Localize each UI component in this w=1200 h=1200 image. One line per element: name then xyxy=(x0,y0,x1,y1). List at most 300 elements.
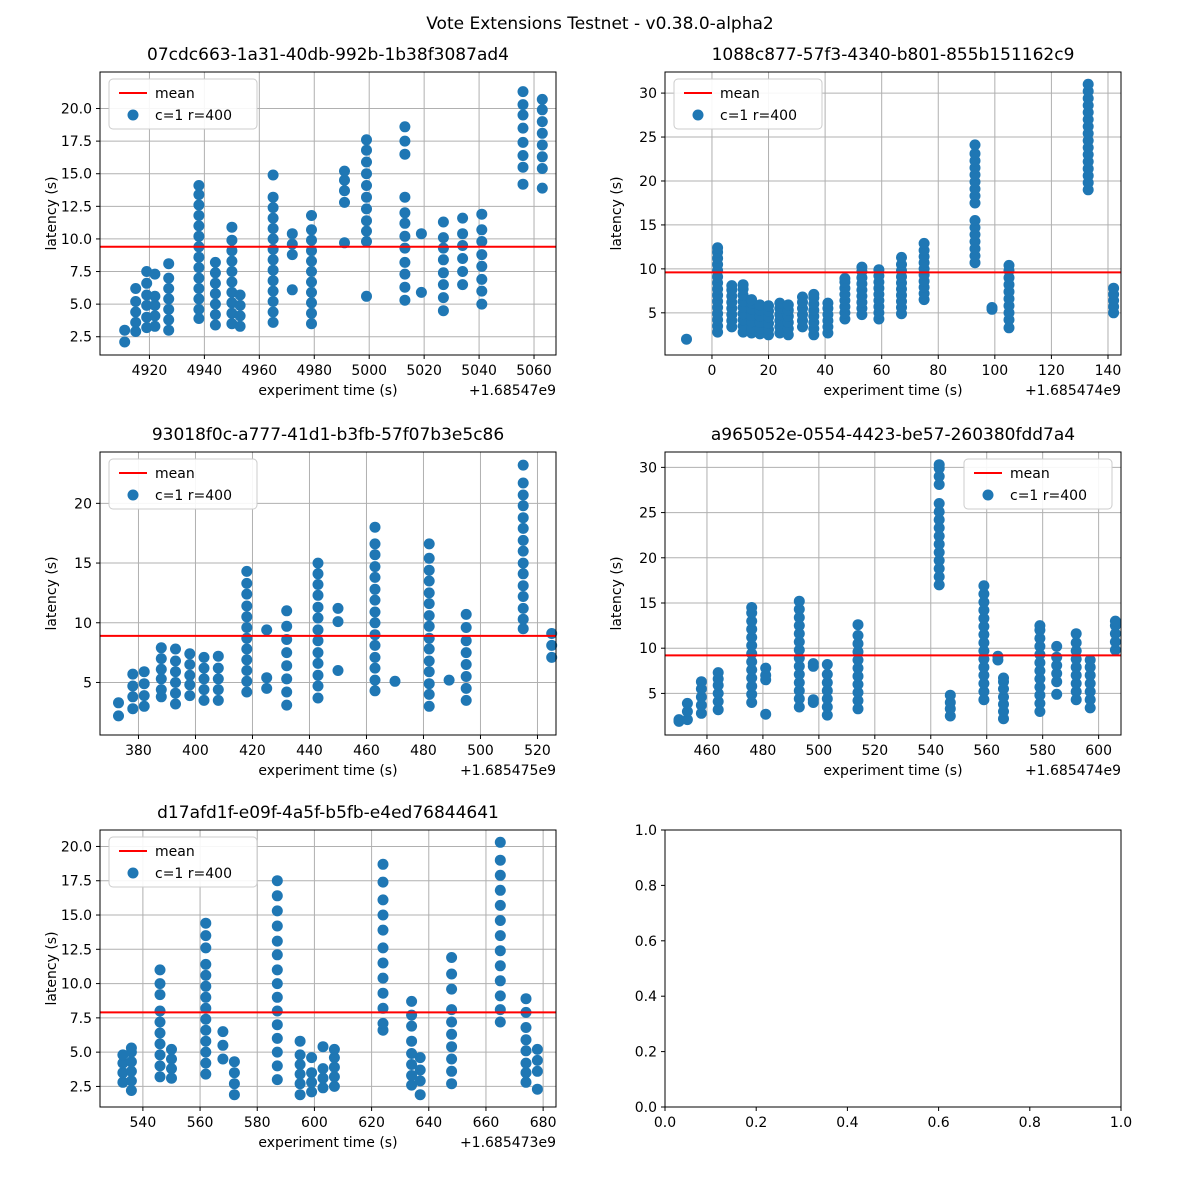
scatter-point xyxy=(313,658,324,669)
scatter-point xyxy=(726,280,737,291)
scatter-point xyxy=(399,269,410,280)
scatter-point xyxy=(399,257,410,268)
scatter-point xyxy=(163,325,174,336)
scatter-point xyxy=(155,1049,166,1060)
scatter-point xyxy=(268,202,279,213)
scatter-point xyxy=(166,1073,177,1084)
scatter-point xyxy=(261,624,272,635)
x-tick-label: 0.4 xyxy=(836,1115,859,1131)
scatter-point xyxy=(329,1062,340,1073)
x-axis-label: experiment time (s) xyxy=(823,383,963,399)
scatter-point xyxy=(295,1036,306,1047)
scatter-point xyxy=(495,915,506,926)
y-tick-label: 15 xyxy=(639,217,657,234)
scatter-point xyxy=(438,292,449,303)
subplot-title: 1088c877-57f3-4340-b801-855b151162c9 xyxy=(711,45,1075,65)
scatter-point xyxy=(1051,652,1062,663)
subplot-title: d17afd1f-e09f-4a5f-b5fb-e4ed76844641 xyxy=(157,803,499,823)
scatter-point xyxy=(370,675,381,686)
scatter-point xyxy=(476,261,487,272)
scatter-point xyxy=(518,614,529,625)
scatter-point xyxy=(126,1066,137,1077)
x-tick-label: 420 xyxy=(239,743,266,759)
scatter-point xyxy=(268,192,279,203)
y-tick-label: 5.0 xyxy=(69,1045,92,1062)
scatter-point xyxy=(155,1028,166,1039)
x-tick-label: 540 xyxy=(917,743,945,759)
scatter-point xyxy=(424,587,435,598)
scatter-point xyxy=(438,254,449,265)
x-tick-label: 620 xyxy=(358,1115,385,1131)
x-tick-label: 600 xyxy=(1085,743,1112,759)
scatter-point xyxy=(241,654,252,665)
scatter-point xyxy=(130,296,141,307)
scatter-point xyxy=(149,291,160,302)
scatter-point xyxy=(272,890,283,901)
scatter-point xyxy=(970,139,981,150)
scatter-point xyxy=(235,321,246,332)
scatter-point xyxy=(241,644,252,655)
scatter-point xyxy=(518,623,529,634)
legend xyxy=(674,79,822,129)
scatter-point xyxy=(682,698,693,709)
legend-series-sample xyxy=(693,110,704,121)
scatter-point xyxy=(272,1019,283,1030)
y-axis-label: latency (s) xyxy=(609,556,625,631)
scatter-point xyxy=(457,279,468,290)
scatter-point xyxy=(268,275,279,286)
x-tick-label: 5020 xyxy=(406,363,442,379)
scatter-point xyxy=(378,910,389,921)
scatter-point xyxy=(272,1006,283,1017)
scatter-point xyxy=(156,642,167,653)
scatter-point xyxy=(532,1084,543,1095)
x-tick-label: 480 xyxy=(749,743,777,759)
scatter-point xyxy=(495,837,506,848)
x-tick-label: 440 xyxy=(296,743,323,759)
y-tick-label: 0.8 xyxy=(634,878,657,895)
scatter-point xyxy=(193,231,204,242)
scatter-point xyxy=(287,239,298,250)
scatter-point xyxy=(200,942,211,953)
scatter-point xyxy=(339,197,350,208)
scatter-point xyxy=(537,183,548,194)
y-tick-label: 15.0 xyxy=(60,166,92,183)
scatter-point xyxy=(200,970,211,981)
y-tick-label: 10 xyxy=(639,261,657,278)
scatter-point xyxy=(281,621,292,632)
scatter-point xyxy=(444,675,455,686)
scatter-point xyxy=(313,590,324,601)
scatter-point xyxy=(399,136,410,147)
scatter-point xyxy=(457,228,468,239)
y-tick-label: 12.5 xyxy=(60,199,92,216)
scatter-point xyxy=(839,273,850,284)
scatter-point xyxy=(808,658,819,669)
scatter-point xyxy=(370,607,381,618)
scatter-point xyxy=(416,228,427,239)
x-tick-label: 5040 xyxy=(461,363,497,379)
scatter-point xyxy=(163,304,174,315)
x-offset-text: +1.68547e9 xyxy=(468,383,556,399)
x-tick-label: 80 xyxy=(929,363,948,379)
scatter-point xyxy=(461,647,472,658)
scatter-point xyxy=(370,617,381,628)
scatter-point xyxy=(199,684,210,695)
y-tick-label: 5 xyxy=(648,686,657,703)
scatter-point xyxy=(241,611,252,622)
scatter-point xyxy=(226,235,237,246)
scatter-point xyxy=(399,295,410,306)
scatter-point xyxy=(406,1036,417,1047)
scatter-point xyxy=(370,572,381,583)
scatter-point xyxy=(241,665,252,676)
scatter-point xyxy=(127,703,138,714)
scatter-point xyxy=(241,633,252,644)
scatter-point xyxy=(126,1056,137,1067)
legend-series-label: c=1 r=400 xyxy=(1010,488,1087,504)
scatter-point xyxy=(241,589,252,600)
scatter-point xyxy=(446,1066,457,1077)
scatter-point xyxy=(978,580,989,591)
scatter-point xyxy=(521,1045,532,1056)
x-tick-label: 4920 xyxy=(131,363,168,379)
scatter-point xyxy=(272,936,283,947)
y-tick-label: 25 xyxy=(639,130,657,147)
legend-series-label: c=1 r=400 xyxy=(720,108,797,124)
scatter-point xyxy=(521,1034,532,1045)
scatter-point xyxy=(155,1071,166,1082)
scatter-point xyxy=(184,648,195,659)
subplot-title: 93018f0c-a777-41d1-b3fb-57f07b3e5c86 xyxy=(151,425,505,445)
scatter-point xyxy=(361,192,372,203)
scatter-point xyxy=(361,236,372,247)
scatter-point xyxy=(370,629,381,640)
x-tick-label: 60 xyxy=(872,363,891,379)
scatter-point xyxy=(163,258,174,269)
x-tick-label: 660 xyxy=(472,1115,500,1131)
scatter-point xyxy=(210,257,221,268)
scatter-point xyxy=(213,695,224,706)
scatter-point xyxy=(229,1056,240,1067)
y-axis-label: latency (s) xyxy=(609,176,625,251)
scatter-point xyxy=(313,693,324,704)
scatter-point xyxy=(457,240,468,251)
scatter-point xyxy=(370,595,381,606)
subplot-title: 07cdc663-1a31-40db-992b-1b38f3087ad4 xyxy=(147,45,509,65)
scatter-point xyxy=(476,224,487,235)
figure-title: Vote Extensions Testnet - v0.38.0-alpha2 xyxy=(426,14,774,34)
scatter-point xyxy=(163,293,174,304)
scatter-point xyxy=(521,1022,532,1033)
scatter-point xyxy=(424,633,435,644)
scatter-point xyxy=(268,244,279,255)
y-tick-label: 30 xyxy=(639,86,657,103)
scatter-point xyxy=(306,1086,317,1097)
scatter-point xyxy=(184,670,195,681)
scatter-point xyxy=(306,256,317,267)
y-axis-label: latency (s) xyxy=(44,931,60,1006)
x-tick-label: 5000 xyxy=(351,363,388,379)
legend-series-sample xyxy=(983,490,994,501)
scatter-point xyxy=(229,1067,240,1078)
scatter-point xyxy=(446,969,457,980)
scatter-point xyxy=(170,666,181,677)
scatter-point xyxy=(306,1052,317,1063)
scatter-point xyxy=(313,647,324,658)
scatter-point xyxy=(149,269,160,280)
scatter-point xyxy=(329,1081,340,1092)
scatter-point xyxy=(438,232,449,243)
y-tick-label: 7.5 xyxy=(69,264,92,281)
legend-series-sample xyxy=(128,110,139,121)
scatter-point xyxy=(155,1006,166,1017)
scatter-point xyxy=(295,1078,306,1089)
scatter-point xyxy=(934,498,945,509)
scatter-point xyxy=(518,150,529,161)
scatter-point xyxy=(378,973,389,984)
scatter-point xyxy=(217,1040,228,1051)
scatter-point xyxy=(268,233,279,244)
scatter-point xyxy=(370,663,381,674)
subplot-a965052e xyxy=(605,422,1170,782)
scatter-point xyxy=(361,134,372,145)
scatter-point xyxy=(306,297,317,308)
scatter-point xyxy=(268,307,279,318)
scatter-point xyxy=(229,1089,240,1100)
scatter-point xyxy=(149,310,160,321)
scatter-point xyxy=(272,978,283,989)
scatter-point xyxy=(446,1041,457,1052)
scatter-point xyxy=(518,99,529,110)
scatter-point xyxy=(170,688,181,699)
x-offset-text: +1.685474e9 xyxy=(1024,763,1121,779)
x-tick-label: 380 xyxy=(125,743,152,759)
scatter-point xyxy=(495,945,506,956)
scatter-point xyxy=(213,663,224,674)
scatter-point xyxy=(235,300,246,311)
x-axis-label: experiment time (s) xyxy=(258,383,398,399)
scatter-point xyxy=(399,149,410,160)
scatter-point xyxy=(853,630,864,641)
scatter-point xyxy=(521,1077,532,1088)
scatter-point xyxy=(461,622,472,633)
scatter-point xyxy=(495,960,506,971)
scatter-point xyxy=(306,224,317,235)
scatter-point xyxy=(295,1049,306,1060)
scatter-point xyxy=(313,681,324,692)
scatter-point xyxy=(126,1043,137,1054)
scatter-point xyxy=(193,180,204,191)
scatter-point xyxy=(361,168,372,179)
scatter-point xyxy=(532,1044,543,1055)
scatter-point xyxy=(370,538,381,549)
scatter-point xyxy=(378,859,389,870)
scatter-point xyxy=(213,673,224,684)
scatter-point xyxy=(200,1036,211,1047)
scatter-point xyxy=(537,116,548,127)
scatter-point xyxy=(378,942,389,953)
x-tick-label: 4960 xyxy=(241,363,278,379)
scatter-point xyxy=(378,988,389,999)
x-tick-label: 560 xyxy=(186,1115,214,1131)
scatter-point xyxy=(424,644,435,655)
scatter-point xyxy=(155,1017,166,1028)
scatter-point xyxy=(306,266,317,277)
scatter-point xyxy=(306,1067,317,1078)
subplot-d17afd1f xyxy=(40,800,605,1160)
x-tick-label: 0.8 xyxy=(1018,1115,1041,1131)
scatter-point xyxy=(457,266,468,277)
scatter-point xyxy=(295,1069,306,1080)
scatter-point xyxy=(495,975,506,986)
scatter-point xyxy=(681,334,692,345)
x-tick-label: 4940 xyxy=(186,363,223,379)
x-axis-label: experiment time (s) xyxy=(258,1135,398,1151)
subplot-canvas xyxy=(40,422,605,782)
y-tick-label: 0.0 xyxy=(634,1100,657,1116)
scatter-point xyxy=(518,523,529,534)
scatter-point xyxy=(163,314,174,325)
scatter-point xyxy=(333,665,344,676)
scatter-point xyxy=(193,283,204,294)
legend-series-sample xyxy=(128,490,139,501)
scatter-point xyxy=(313,624,324,635)
scatter-point xyxy=(822,659,833,670)
scatter-point xyxy=(127,691,138,702)
scatter-point xyxy=(987,302,998,313)
scatter-point xyxy=(424,610,435,621)
legend xyxy=(109,459,257,509)
scatter-point xyxy=(306,1077,317,1088)
scatter-point xyxy=(495,885,506,896)
scatter-point xyxy=(339,166,350,177)
scatter-point xyxy=(333,616,344,627)
scatter-point xyxy=(406,1010,417,1021)
x-tick-label: 520 xyxy=(861,743,889,759)
scatter-point xyxy=(268,170,279,181)
scatter-point xyxy=(339,185,350,196)
scatter-point xyxy=(537,104,548,115)
scatter-point xyxy=(518,137,529,148)
y-tick-label: 20.0 xyxy=(60,101,92,118)
scatter-point xyxy=(184,679,195,690)
scatter-point xyxy=(537,140,548,151)
scatter-point xyxy=(155,964,166,975)
y-tick-label: 0.4 xyxy=(634,989,657,1006)
scatter-point xyxy=(746,602,757,613)
scatter-point xyxy=(170,644,181,655)
scatter-point xyxy=(537,163,548,174)
scatter-point xyxy=(476,299,487,310)
scatter-point xyxy=(281,673,292,684)
x-tick-label: 580 xyxy=(1029,743,1057,759)
y-tick-label: 2.5 xyxy=(69,1079,92,1096)
scatter-point xyxy=(873,264,884,275)
scatter-point xyxy=(200,1069,211,1080)
scatter-point xyxy=(696,676,707,687)
scatter-point xyxy=(495,930,506,941)
y-tick-label: 20 xyxy=(639,550,657,567)
scatter-point xyxy=(268,223,279,234)
scatter-point xyxy=(370,549,381,560)
scatter-point xyxy=(518,580,529,591)
scatter-point xyxy=(399,218,410,229)
scatter-point xyxy=(226,256,237,267)
scatter-point xyxy=(200,1047,211,1058)
scatter-point xyxy=(268,265,279,276)
scatter-point xyxy=(424,656,435,667)
scatter-point xyxy=(446,1054,457,1065)
scatter-point xyxy=(130,317,141,328)
scatter-point xyxy=(287,249,298,260)
x-tick-label: 600 xyxy=(301,1115,328,1131)
scatter-point xyxy=(226,266,237,277)
scatter-point xyxy=(193,304,204,315)
y-tick-label: 17.5 xyxy=(60,134,92,151)
y-tick-label: 15 xyxy=(639,595,657,612)
scatter-point xyxy=(370,685,381,696)
x-tick-label: 480 xyxy=(410,743,437,759)
scatter-point xyxy=(268,213,279,224)
scatter-point xyxy=(518,535,529,546)
scatter-point xyxy=(295,1089,306,1100)
scatter-point xyxy=(200,930,211,941)
x-tick-label: 5060 xyxy=(516,363,552,379)
scatter-point xyxy=(415,1089,426,1100)
scatter-point xyxy=(193,210,204,221)
scatter-point xyxy=(945,690,956,701)
scatter-point xyxy=(235,290,246,301)
scatter-point xyxy=(378,1018,389,1029)
scatter-point xyxy=(318,1041,329,1052)
x-tick-label: 4980 xyxy=(296,363,333,379)
scatter-point xyxy=(461,683,472,694)
scatter-point xyxy=(518,110,529,121)
scatter-point xyxy=(287,284,298,295)
y-tick-label: 0.2 xyxy=(634,1044,657,1061)
scatter-point xyxy=(424,678,435,689)
scatter-point xyxy=(361,145,372,156)
scatter-point xyxy=(415,1075,426,1086)
scatter-point xyxy=(193,262,204,273)
scatter-point xyxy=(518,591,529,602)
x-tick-label: 520 xyxy=(524,743,551,759)
x-tick-label: 120 xyxy=(1038,363,1065,379)
x-tick-label: 460 xyxy=(353,743,380,759)
scatter-point xyxy=(281,647,292,658)
scatter-point xyxy=(217,1054,228,1065)
scatter-point xyxy=(193,273,204,284)
scatter-point xyxy=(378,894,389,905)
scatter-point xyxy=(476,209,487,220)
x-tick-label: 40 xyxy=(816,363,835,379)
subplot-07cdc663 xyxy=(40,42,605,402)
scatter-point xyxy=(1034,620,1045,631)
scatter-point xyxy=(163,273,174,284)
scatter-point xyxy=(1071,628,1082,639)
subplot-empty xyxy=(605,800,1170,1160)
legend-series-sample xyxy=(128,868,139,879)
x-tick-label: 100 xyxy=(981,363,1009,379)
scatter-point xyxy=(313,558,324,569)
scatter-point xyxy=(424,553,435,564)
scatter-point xyxy=(333,603,344,614)
scatter-point xyxy=(139,701,150,712)
scatter-point xyxy=(370,561,381,572)
legend-mean-label: mean xyxy=(155,86,195,102)
scatter-point xyxy=(200,959,211,970)
